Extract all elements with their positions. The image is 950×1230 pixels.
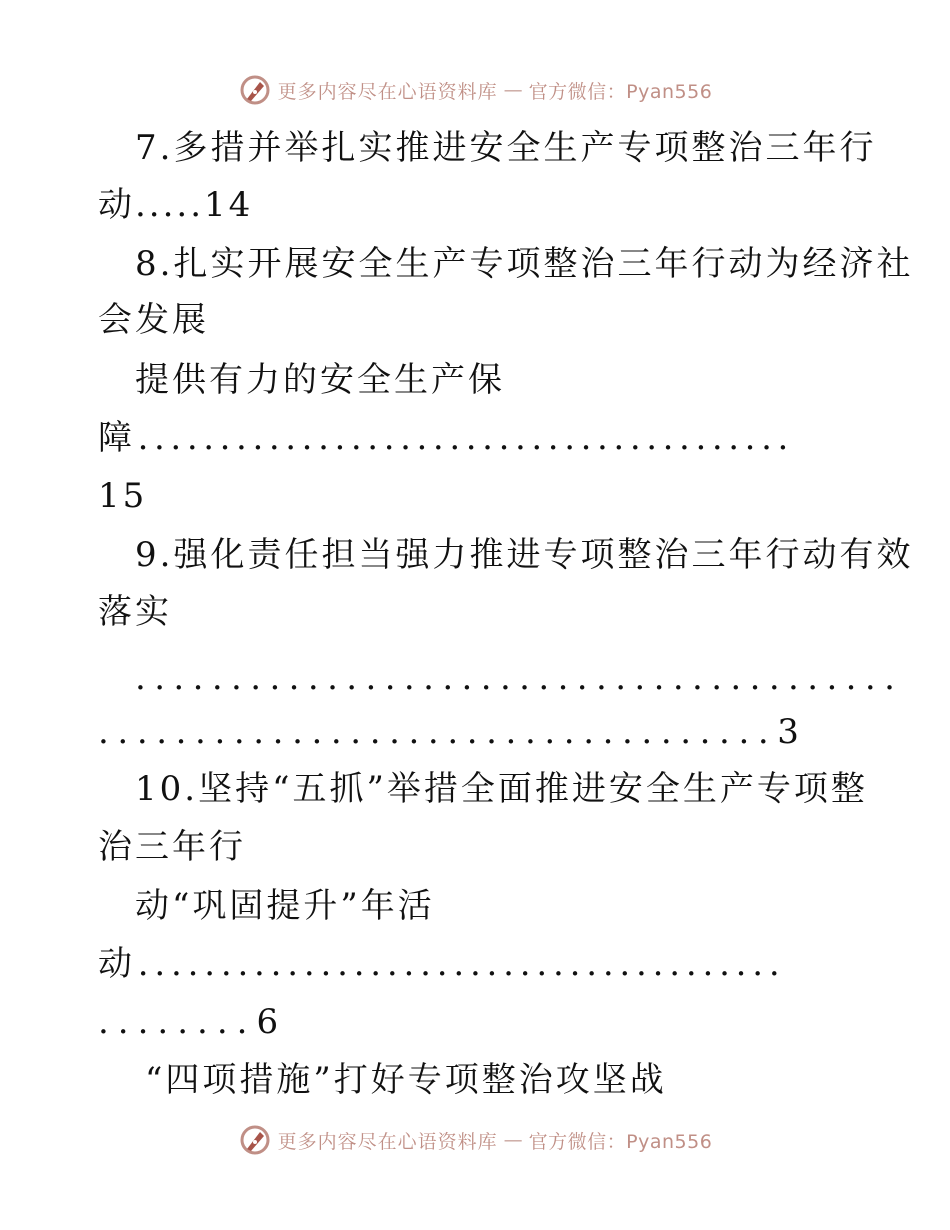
toc-entry-8-leader: 障........................................ (98, 418, 794, 458)
watermark-text: 更多内容尽在心语资料库 (277, 1130, 498, 1153)
watermark-footer (0, 1120, 950, 1160)
toc-entry-10-leader1: 动....................................... (98, 944, 786, 984)
toc-entry-10-title: 10.坚持“五抓”举措全面推进安全生产专项整 (135, 769, 868, 809)
toc-entry-11-title: “四项措施”打好专项整治攻坚战 (145, 1060, 667, 1100)
toc-entry-8-page: 15 (98, 476, 148, 516)
watermark-dash: — (503, 1129, 523, 1151)
watermark-text: 更多内容尽在心语资料库 (277, 80, 498, 103)
pen-nib-icon (238, 1123, 272, 1157)
toc-entry-10-leader2: ........6 (98, 1002, 288, 1042)
toc-entry-10-line2: 治三年行 (98, 827, 246, 867)
toc-entry-7-line2: 动.....14 (98, 185, 254, 225)
toc-entry-7-line1: 7.多措并举扎实推进安全生产专项整治三年行 (135, 128, 877, 168)
watermark-dash: — (503, 79, 523, 101)
watermark-official: 官方微信：Pyan556 (528, 80, 713, 103)
toc-entry-8-title: 8.扎实开展安全生产专项整治三年行动为经济社 (135, 244, 914, 284)
toc-entry-9-leader2: ...................................3 (98, 712, 808, 752)
toc-entry-9-title: 9.强化责任担当强力推进专项整治三年行动有效 (135, 535, 914, 575)
toc-entry-10-line3: 动“巩固提升”年活 (135, 886, 435, 926)
toc-entry-9-leader1: ........................................ (135, 658, 904, 698)
watermark-header (0, 70, 950, 110)
toc-entry-9-line2: 落实 (98, 592, 172, 632)
watermark-official: 官方微信：Pyan556 (528, 1130, 713, 1153)
toc-entry-8-line3: 提供有力的安全生产保 (135, 360, 505, 400)
toc-entry-8-line2: 会发展 (98, 300, 209, 340)
pen-nib-icon (238, 73, 272, 107)
